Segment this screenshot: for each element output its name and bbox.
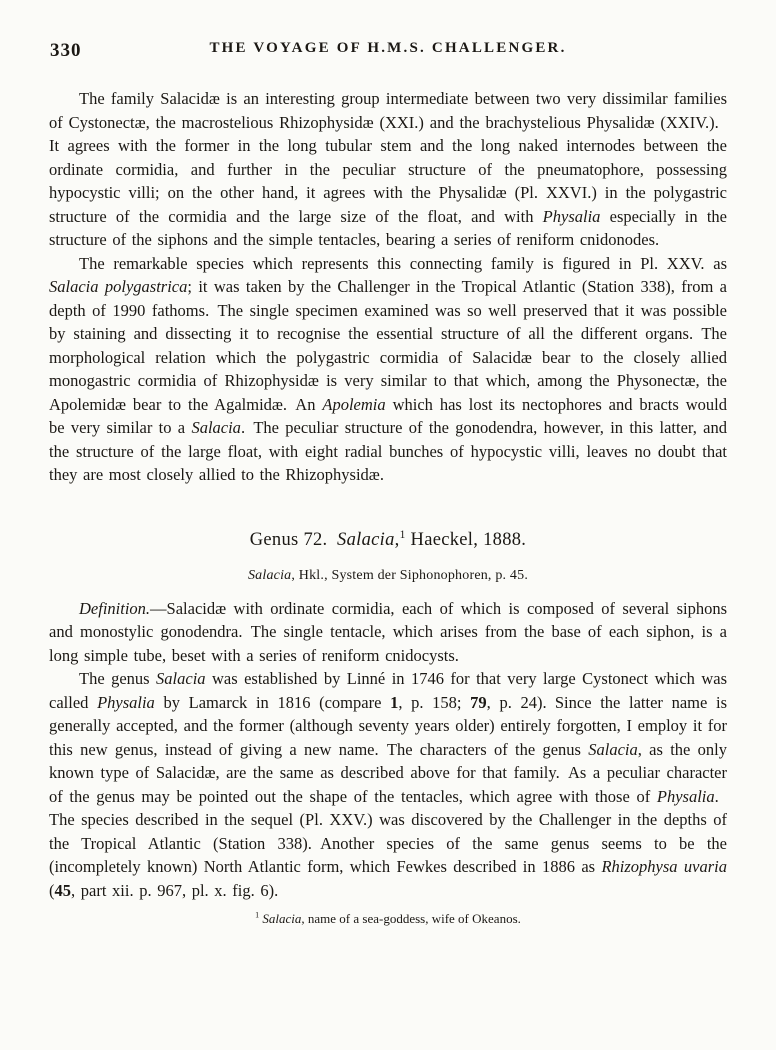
footnote: $^1$ Salacia, name of a sea-goddess, wife of Okeanos. xyxy=(255,910,521,926)
paragraph-family-salacidae: The family Salacidæ is an interesting group intermediate between two very dissimilar families of Cystonectæ, the macrostelious Rhizophysidæ (XXI.) and the brachystelious Physalidæ (XXIV.). It agrees with the former in the long tubular stem and the long naked internodes between the ordinate cormidia, and further in the peculiar structure of the pneumatophore, possessing hypocystic villi; on the other hand, it agrees with the Physalidæ (Pl. XXVI.) in the polygastric structure of the cormidia and the large size of the float, and with Physalia especially in the structure of the siphons and the simple tentacles, bearing a series of reniform cnidonodes. xyxy=(49,89,727,249)
page-number: 330 xyxy=(50,40,82,61)
running-header xyxy=(49,40,727,61)
running-header-title: THE VOYAGE OF H.M.S. CHALLENGER. xyxy=(209,40,567,56)
synonymy-citation: Salacia, Hkl., System der Siphonophoren, p. 45. xyxy=(247,567,529,583)
paragraph-definition: Definition.—Salacidæ with ordinate cormidia, each of which is composed of several siphons and monostylic gonodendra. The single tentacle, which arises from the base of each siphon, is a long simple tube, beset with a series of reniform cnidocysts. xyxy=(49,598,727,665)
text-block xyxy=(49,87,727,927)
genus-heading: Genus 72. Salacia,$^1$ Haeckel, 1888. xyxy=(249,528,527,550)
paragraph-remarkable-species: The remarkable species which represents this connecting family is figured in Pl. XXV. as Salacia polygastrica; it was taken by the Challenger in the Tropical Atlantic (Station 338), from a depth of 1990 fathoms. The single specimen examined was so well preserved that it was possible by staining and dissecting it to recognise the essential structure of all the different organs. The morphological relation which the polygastric cormidia of Salacidæ bear to the closely allied monogastric cormidia of Rhizophysidæ is very similar to that which, among the Physonectæ, the Apolemidæ bear to the Agalmidæ. An Apolemia which has lost its nectophores and bracts would be very similar to a Salacia. The peculiar structure of the gonodendra, however, in this latter, and the structure of the large float, with eight radial bunches of hypocystic villi, leaves no doubt that they are most closely allied to the Rhizophysidæ. xyxy=(49,253,727,484)
paragraph-genus-history: The genus Salacia was established by Linné in 1746 for that very large Cystonect which was called Physalia by Lamarck in 1816 (compare 1, p. 158; 79, p. 24). Since the latter name is generally accepted, and the former (although seventy years older) entirely forgotten, I employ it for this new genus, instead of giving a new name. The characters of the genus Salacia, as the only known type of Salacidæ, are the same as described above for that family. As a peculiar character of the genus may be pointed out the shape of the tentacles, which agree with those of Physalia. The species described in the sequel (Pl. XXV.) was discovered by the Challenger in the depths of the Tropical Atlantic (Station 338). Another species of the same genus seems to be the (incompletely known) North Atlantic form, which Fewkes described in 1886 as Rhizophysa uvaria (45, part xii. p. 967, pl. x. fig. 6). xyxy=(49,669,727,900)
